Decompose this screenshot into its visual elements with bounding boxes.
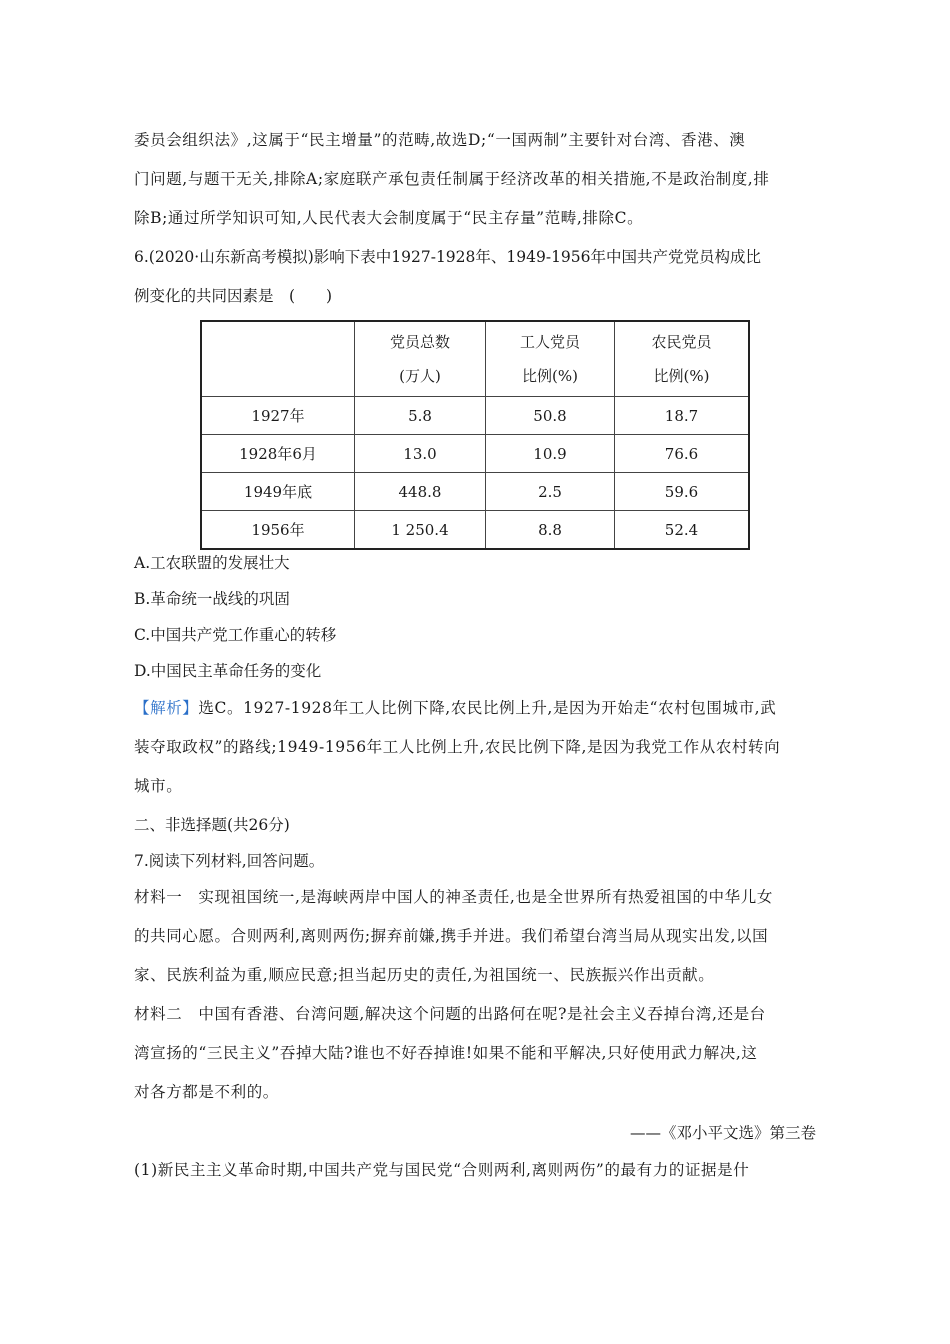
option-b: B.革命统一战线的巩固 xyxy=(134,590,290,608)
table-cell: 1927年 xyxy=(201,397,355,435)
table-cell: 50.8 xyxy=(486,397,615,435)
header-text: 农民党员 xyxy=(651,333,712,351)
table-cell: 59.6 xyxy=(615,473,750,511)
table-cell: 448.8 xyxy=(355,473,486,511)
option-c: C.中国共产党工作重心的转移 xyxy=(134,626,337,644)
table-cell: 1928年6月 xyxy=(201,435,355,473)
material-1-line-3: 家、民族利益为重,顺应民意;担当起历史的责任,为祖国统一、民族振兴作出贡献。 xyxy=(134,966,715,984)
analysis-line-1 xyxy=(134,698,776,718)
table-cell: 5.8 xyxy=(355,397,486,435)
header-text: 比例(%) xyxy=(522,367,578,385)
header-text: 工人党员 xyxy=(519,333,580,351)
material-2-line-2: 湾宣扬的“三民主义”吞掉大陆?谁也不好吞掉谁!如果不能和平解决,只好使用武力解决,这 xyxy=(134,1044,758,1062)
analysis-line-3: 城市。 xyxy=(134,777,183,795)
material-1-line-1: 材料一 实现祖国统一,是海峡两岸中国人的神圣责任,也是全世界所有热爱祖国的中华儿女 xyxy=(134,888,773,906)
material-2-line-1: 材料二 中国有香港、台湾问题,解决这个问题的出路何在呢?是社会主义吞掉台湾,还是台 xyxy=(134,1005,766,1023)
table-cell: 2.5 xyxy=(486,473,615,511)
analysis-line-2: 装夺取政权”的路线;1949-1956年工人比例上升,农民比例下降,是因为我党工作从农村转向 xyxy=(134,738,781,756)
intro-line-3: 除B;通过所学知识可知,人民代表大会制度属于“民主存量”范畴,排除C。 xyxy=(134,209,644,227)
table-header-cell xyxy=(486,321,615,397)
table-header-row xyxy=(201,321,749,397)
option-a: A.工农联盟的发展壮大 xyxy=(134,554,290,572)
table-cell: 52.4 xyxy=(615,511,750,550)
table-row xyxy=(201,511,749,550)
table-cell: 8.8 xyxy=(486,511,615,550)
party-member-table xyxy=(200,320,750,550)
table-row xyxy=(201,435,749,473)
section-2-title: 二、非选择题(共26分) xyxy=(134,816,290,834)
sub-question-1: (1)新民主主义革命时期,中国共产党与国民党“合则两利,离则两伤”的最有力的证据是什 xyxy=(134,1161,750,1179)
table-cell: 76.6 xyxy=(615,435,750,473)
table-cell: 1 250.4 xyxy=(355,511,486,550)
header-text: (万人) xyxy=(399,367,441,385)
table-row xyxy=(201,473,749,511)
header-text: 党员总数 xyxy=(389,333,450,351)
table-header-cell xyxy=(355,321,486,397)
table-cell: 18.7 xyxy=(615,397,750,435)
table-cell: 1949年底 xyxy=(201,473,355,511)
table-row xyxy=(201,397,749,435)
table-header-cell xyxy=(615,321,750,397)
header-text: 比例(%) xyxy=(653,367,710,385)
analysis-text: 选C。1927-1928年工人比例下降,农民比例上升,是因为开始走“农村包围城市,武 xyxy=(198,699,777,717)
analysis-tag: 【解析】 xyxy=(134,699,199,717)
table-cell: 1956年 xyxy=(201,511,355,550)
table-cell: 13.0 xyxy=(355,435,486,473)
question-6-stem-line-1: 6.(2020·山东新高考模拟)影响下表中1927-1928年、1949-1956年中国共产党党员构成比 xyxy=(134,248,762,266)
question-6-stem-line-2: 例变化的共同因素是 ( ) xyxy=(134,287,333,305)
question-7-stem: 7.阅读下列材料,回答问题。 xyxy=(134,852,325,870)
material-1-line-2: 的共同心愿。合则两利,离则两伤;摒弃前嫌,携手并进。我们希望台湾当局从现实出发,以国 xyxy=(134,927,769,945)
table-cell: 10.9 xyxy=(486,435,615,473)
material-2-line-3: 对各方都是不利的。 xyxy=(134,1083,279,1101)
material-2-source: ——《邓小平文选》第三卷 xyxy=(629,1124,816,1142)
intro-line-1: 委员会组织法》,这属于“民主增量”的范畴,故选D;“一国两制”主要针对台湾、香港、澳 xyxy=(134,131,746,149)
table-header-cell xyxy=(201,321,355,397)
option-d: D.中国民主革命任务的变化 xyxy=(134,662,322,680)
intro-line-2: 门问题,与题干无关,排除A;家庭联产承包责任制属于经济改革的相关措施,不是政治制度,排 xyxy=(134,170,770,188)
